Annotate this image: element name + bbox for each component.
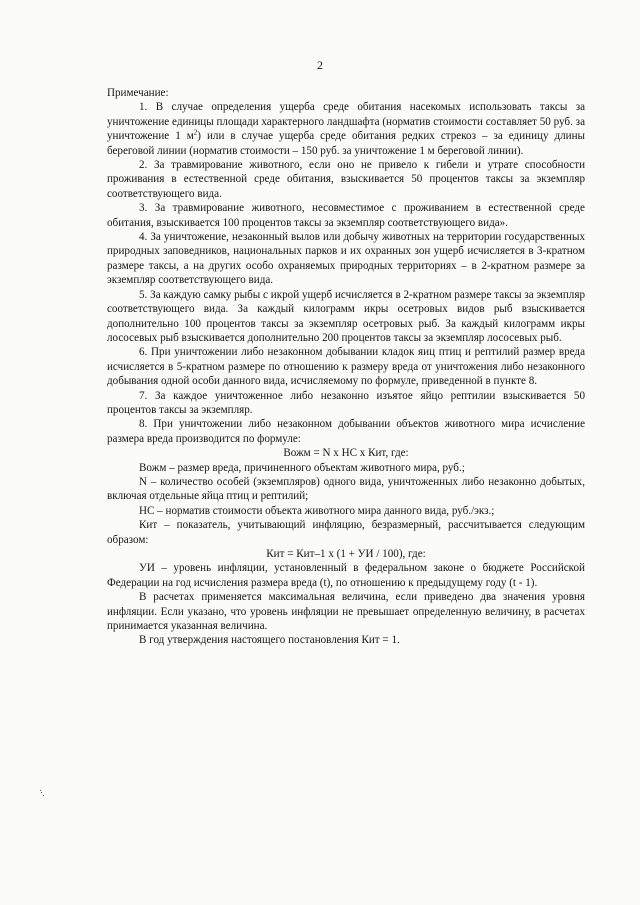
approval-year-text: В год утверждения настоящего постановления Кит = 1.: [139, 634, 400, 647]
formula-inflation: Кит = Кит–1 x (1 + УИ / 100), где:: [266, 548, 426, 560]
scan-speck: [40, 790, 41, 791]
scan-speck: [41, 792, 42, 793]
formula-damage: Вожм = N x НС x Кит, где:: [283, 447, 409, 460]
definition-vozhm: Вожм – размер вреда, причиненного объектам животного мира, руб.;: [139, 461, 465, 474]
superscript: 2: [193, 128, 198, 137]
note-item-4: 4. За уничтожение, незаконный вылов или добычу животных на территории государственных природных заповедников, национальных парков и их охранных зон ущерб исчисляется в 3-кратном размере таксы, а на других особо охраняемых природных территориях – в 2-кратном размере за экземпляр соответствующего вида.: [107, 231, 585, 287]
definition-kit: Кит – показатель, учитывающий инфляцию, безразмерный, рассчитывается следующим образом:: [107, 519, 585, 546]
note-title: Примечание:: [107, 87, 169, 99]
note-item-6: 6. При уничтожении либо незаконном добывании кладок яиц птиц и рептилий размер вреда исчисляется в 5-кратном размере по отношению к размеру вреда от уничтожения либо незаконного добывания одной особи данного вида, исчисляемому по формуле, приведенной в пункте 8.: [107, 346, 585, 388]
inflation-level-text: УИ – уровень инфляции, установленный в федеральном законе о бюджете Российской Федерации на год исчисления размера вреда (t), по отношению к предыдущему году (t - 1).: [107, 562, 585, 589]
note-item-5: 5. За каждую самку рыбы с икрой ущерб исчисляется в 2-кратном размере таксы за экземпляр соответствующего вида. За каждый килограмм икры осетровых видов рыб взыскивается дополнительно 100 процентов таксы за экземпляр осетровых рыб. За каждый килограмм икры лососевых рыб взыскивается дополнительно 200 процентов таксы за экземпляр лососевых рыб.: [107, 288, 585, 344]
scan-speck: [43, 795, 44, 796]
document-body: [107, 86, 585, 648]
note-item-2: 2. За травмирование животного, если оно не привело к гибели и утрате способности проживания в естественной среде обитания, взыскивается 50 процентов таксы за экземпляр соответствующего вида.: [107, 159, 585, 200]
note-item-1-end: ) или в случае ущерба среде обитания редких стрекоз – за единицу длины береговой линии (норматив стоимости – 150 руб. за уничтожение 1 м береговой линии).: [107, 130, 586, 157]
definition-n: N – количество особей (экземпляров) одного вида, уничтоженных либо незаконно добытых, включая отдельные яйца птиц и рептилий;: [107, 475, 585, 503]
note-item-8: 8. При уничтожении либо незаконном добывании объектов животного мира исчисление размера вреда производится по формуле:: [107, 418, 585, 445]
note-item-1-text: 1. В случае определения ущерба среде обитания насекомых использовать таксы за уничтожение единицы площади характерного ландшафта (норматив стоимости составляет 50 руб. за уничтожение 1 м: [107, 101, 585, 143]
max-value-text: В расчетах применяется максимальная величина, если приведено два значения уровня инфляции. Если указано, что уровень инфляции не превышает определенную величину, в расчетах принимается указанная величина.: [107, 591, 585, 633]
page-number: 2: [317, 58, 323, 72]
note-item-1: [107, 100, 585, 158]
note-item-3: 3. За травмирование животного, несовместимое с проживанием в естественной среде обитания, взыскивается 100 процентов таксы за экземпляр соответствующего вида».: [107, 202, 585, 229]
definition-ns: НС – норматив стоимости объекта животного мира данного вида, руб./экз.;: [139, 504, 495, 517]
note-item-7: 7. За каждое уничтоженное либо незаконно изъятое яйцо рептилии взыскивается 50 процентов таксы за экземпляр.: [107, 389, 585, 416]
